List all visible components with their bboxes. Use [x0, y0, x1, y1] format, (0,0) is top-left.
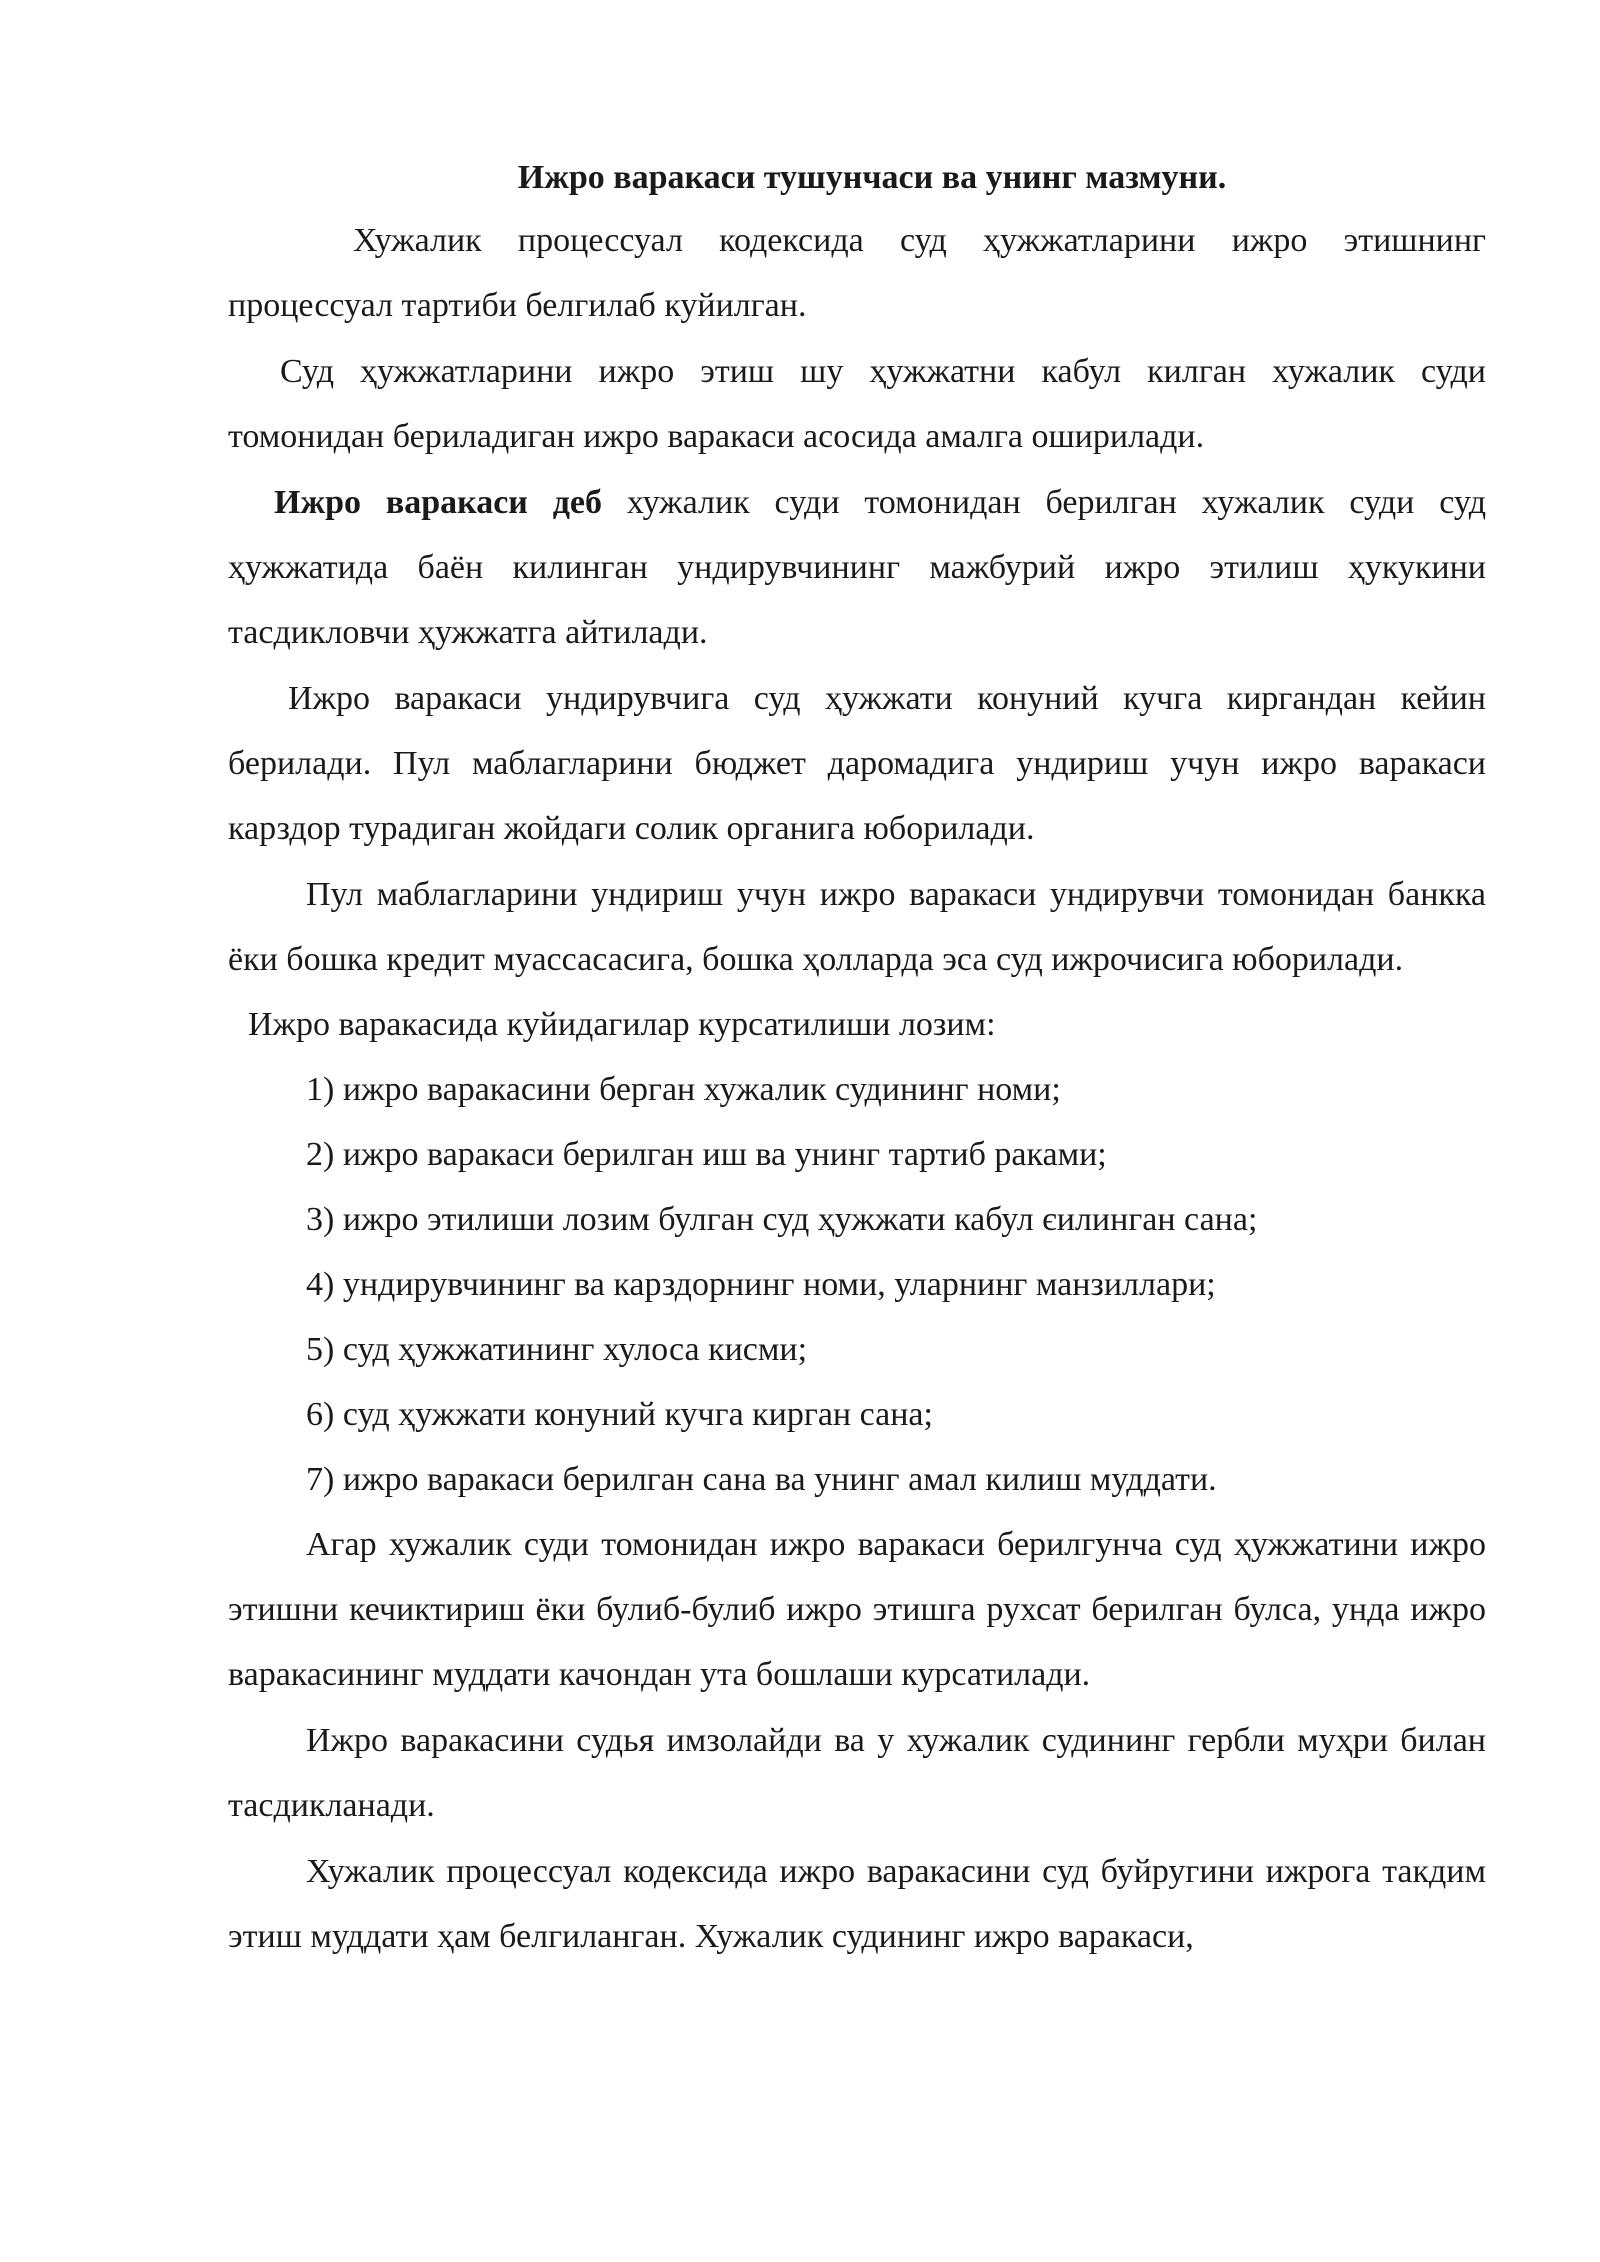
paragraph-deferral: Агар хужалик суди томонидан ижро варакаси берилгунча суд ҳужжатини ижро этишни кечиктириш ёки булиб-булиб ижро этишга рухсат берилган булса, унда ижро варакасининг муддати качондан ута бошлаши курсатилади.	[228, 1526, 1486, 1693]
paragraph-execution-basis: Суд ҳужжатларини ижро этиш шу ҳужжатни кабул килган хужалик суди томонидан бериладиган ижро варакаси асосида амалга оширилади.	[228, 353, 1486, 455]
list-item: 5) суд ҳужжатининг хулоса кисми;	[306, 1331, 808, 1368]
list-item: 3) ижро этилиши лозим булган суд ҳужжати кабул єилинган сана;	[306, 1201, 1258, 1238]
document-title: Ижро варакаси тушунчаси ва унинг мазмуни.	[517, 159, 1227, 196]
requirements-list	[228, 1057, 1486, 1512]
paragraph-deadline: Хужалик процессуал кодексида ижро варакасини суд буйругини ижрога такдим этиш муддати ҳам белгиланган. Хужалик судининг ижро варакаси,	[228, 1853, 1486, 1955]
paragraph-definition	[228, 470, 1486, 665]
paragraph-intro: Хужалик процессуал кодексида суд ҳужжатларини ижро этишнинг процессуал тартиби белгилаб куйилган.	[228, 222, 1486, 324]
paragraph-signature: Ижро варакасини судья имзолайди ва у хужалик судининг гербли муҳри билан тасдикланади.	[228, 1722, 1486, 1824]
list-item: 2) ижро варакаси берилган иш ва унинг тартиб раками;	[306, 1136, 1107, 1173]
list-item: 1) ижро варакасини берган хужалик судининг номи;	[306, 1071, 1061, 1108]
paragraph-sending: Пул маблагларини ундириш учун ижро варакаси ундирувчи томонидан банкка ёки бошка кредит муассасасига, бошка ҳолларда эса суд ижрочисига юборилади.	[228, 876, 1486, 978]
paragraph-list-intro: Ижро варакасида куйидагилар курсатилиши лозим:	[248, 1006, 996, 1043]
definition-term: Ижро варакаси деб	[274, 484, 603, 521]
list-item: 4) ундирувчининг ва карздорнинг номи, уларнинг манзиллари;	[306, 1266, 1216, 1303]
list-item: 7) ижро варакаси берилган сана ва унинг амал килиш муддати.	[306, 1461, 1217, 1498]
definition-text: хужалик суди томонидан берилган хужалик суди суд ҳужжатида баён килинган ундирувчининг мажбурий ижро этилиш ҳукукини тасдикловчи ҳужжатга айтилади.	[228, 484, 1487, 651]
list-item: 6) суд ҳужжати конуний кучга кирган сана;	[306, 1396, 933, 1433]
paragraph-issuance: Ижро варакаси ундирувчига суд ҳужжати конуний кучга киргандан кейин берилади. Пул маблагларини бюджет даромадига ундириш учун ижро варакаси карздор турадиган жойдаги солик органига юборилади.	[228, 680, 1486, 847]
document-body	[228, 148, 1486, 1969]
